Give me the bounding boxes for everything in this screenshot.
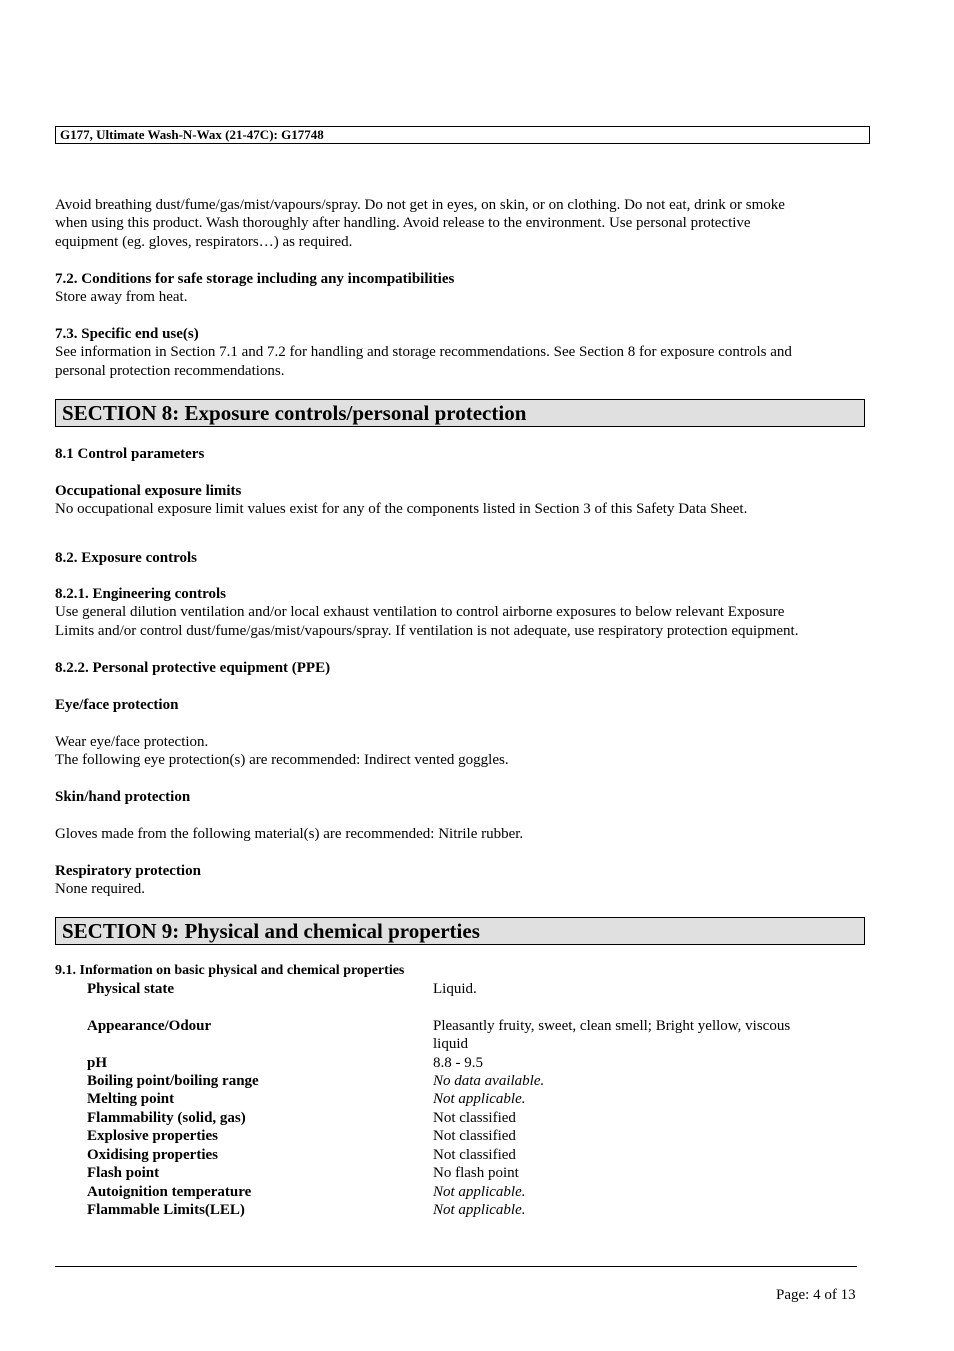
- handling-text-line-3: equipment (eg. gloves, respirators…) as required.: [55, 234, 353, 250]
- storage-heading: 7.2. Conditions for safe storage including any incompatibilities: [55, 271, 455, 287]
- page-number: Page: 4 of 13: [776, 1287, 856, 1303]
- property-label: Boiling point/boiling range: [87, 1073, 259, 1089]
- control-parameters-heading: 8.1 Control parameters: [55, 446, 205, 462]
- handling-text-line-2: when using this product. Wash thoroughly after handling. Avoid release to the environment. Use personal protective: [55, 215, 751, 231]
- engineering-text-line-1: Use general dilution ventilation and/or local exhaust ventilation to control airborne exposures to below relevant Exposure: [55, 604, 785, 620]
- property-label: Flammable Limits(LEL): [87, 1202, 245, 1218]
- respiratory-protection-text: None required.: [55, 881, 145, 897]
- properties-info-heading: 9.1. Information on basic physical and chemical properties: [55, 963, 405, 978]
- handling-text-line-1: Avoid breathing dust/fume/gas/mist/vapours/spray. Do not get in eyes, on skin, or on clothing. Do not eat, drink or smoke: [55, 197, 785, 213]
- eye-protection-heading: Eye/face protection: [55, 697, 179, 713]
- property-value: Not applicable.: [433, 1091, 526, 1107]
- oel-text: No occupational exposure limit values exist for any of the components listed in Section 3 of this Safety Data Sheet.: [55, 501, 748, 517]
- property-label: Explosive properties: [87, 1128, 218, 1144]
- property-label: Flammability (solid, gas): [87, 1110, 246, 1126]
- property-value: Liquid.: [433, 981, 477, 997]
- end-use-text-line-1: See information in Section 7.1 and 7.2 for handling and storage recommendations. See Section 8 for exposure controls and: [55, 344, 792, 360]
- property-value: Not applicable.: [433, 1202, 526, 1218]
- engineering-controls-heading: 8.2.1. Engineering controls: [55, 586, 226, 602]
- property-label: Autoignition temperature: [87, 1184, 252, 1200]
- storage-text: Store away from heat.: [55, 289, 188, 305]
- footer-divider: [55, 1266, 857, 1267]
- property-value-continued: liquid: [433, 1036, 469, 1052]
- skin-protection-heading: Skin/hand protection: [55, 789, 191, 805]
- property-label: Physical state: [87, 981, 175, 997]
- ppe-heading: 8.2.2. Personal protective equipment (PPE): [55, 660, 331, 676]
- end-use-heading: 7.3. Specific end use(s): [55, 326, 199, 342]
- property-value: Not classified: [433, 1110, 516, 1126]
- property-label: pH: [87, 1055, 108, 1071]
- skin-protection-text: Gloves made from the following material(s) are recommended: Nitrile rubber.: [55, 826, 524, 842]
- property-value: No data available.: [433, 1073, 545, 1089]
- property-value: 8.8 - 9.5: [433, 1055, 483, 1071]
- oel-heading: Occupational exposure limits: [55, 483, 242, 499]
- respiratory-protection-heading: Respiratory protection: [55, 863, 201, 879]
- engineering-text-line-2: Limits and/or control dust/fume/gas/mist/vapours/spray. If ventilation is not adequate, use respiratory protection equipment.: [55, 623, 799, 639]
- property-value: Not classified: [433, 1147, 516, 1163]
- document-header: G177, Ultimate Wash-N-Wax (21-47C): G17748: [55, 126, 870, 144]
- property-value: Not applicable.: [433, 1184, 526, 1200]
- eye-protection-text-line-2: The following eye protection(s) are recommended: Indirect vented goggles.: [55, 752, 509, 768]
- property-label: Flash point: [87, 1165, 160, 1181]
- eye-protection-text-line-1: Wear eye/face protection.: [55, 734, 209, 750]
- property-value: Pleasantly fruity, sweet, clean smell; Bright yellow, viscous: [433, 1018, 791, 1034]
- end-use-text-line-2: personal protection recommendations.: [55, 363, 285, 379]
- exposure-controls-heading: 8.2. Exposure controls: [55, 550, 197, 566]
- section-8-title: SECTION 8: Exposure controls/personal protection: [55, 399, 865, 427]
- property-value: No flash point: [433, 1165, 519, 1181]
- section-9-title: SECTION 9: Physical and chemical properties: [55, 917, 865, 945]
- property-label: Melting point: [87, 1091, 175, 1107]
- property-label: Oxidising properties: [87, 1147, 218, 1163]
- property-value: Not classified: [433, 1128, 516, 1144]
- property-label: Appearance/Odour: [87, 1018, 212, 1034]
